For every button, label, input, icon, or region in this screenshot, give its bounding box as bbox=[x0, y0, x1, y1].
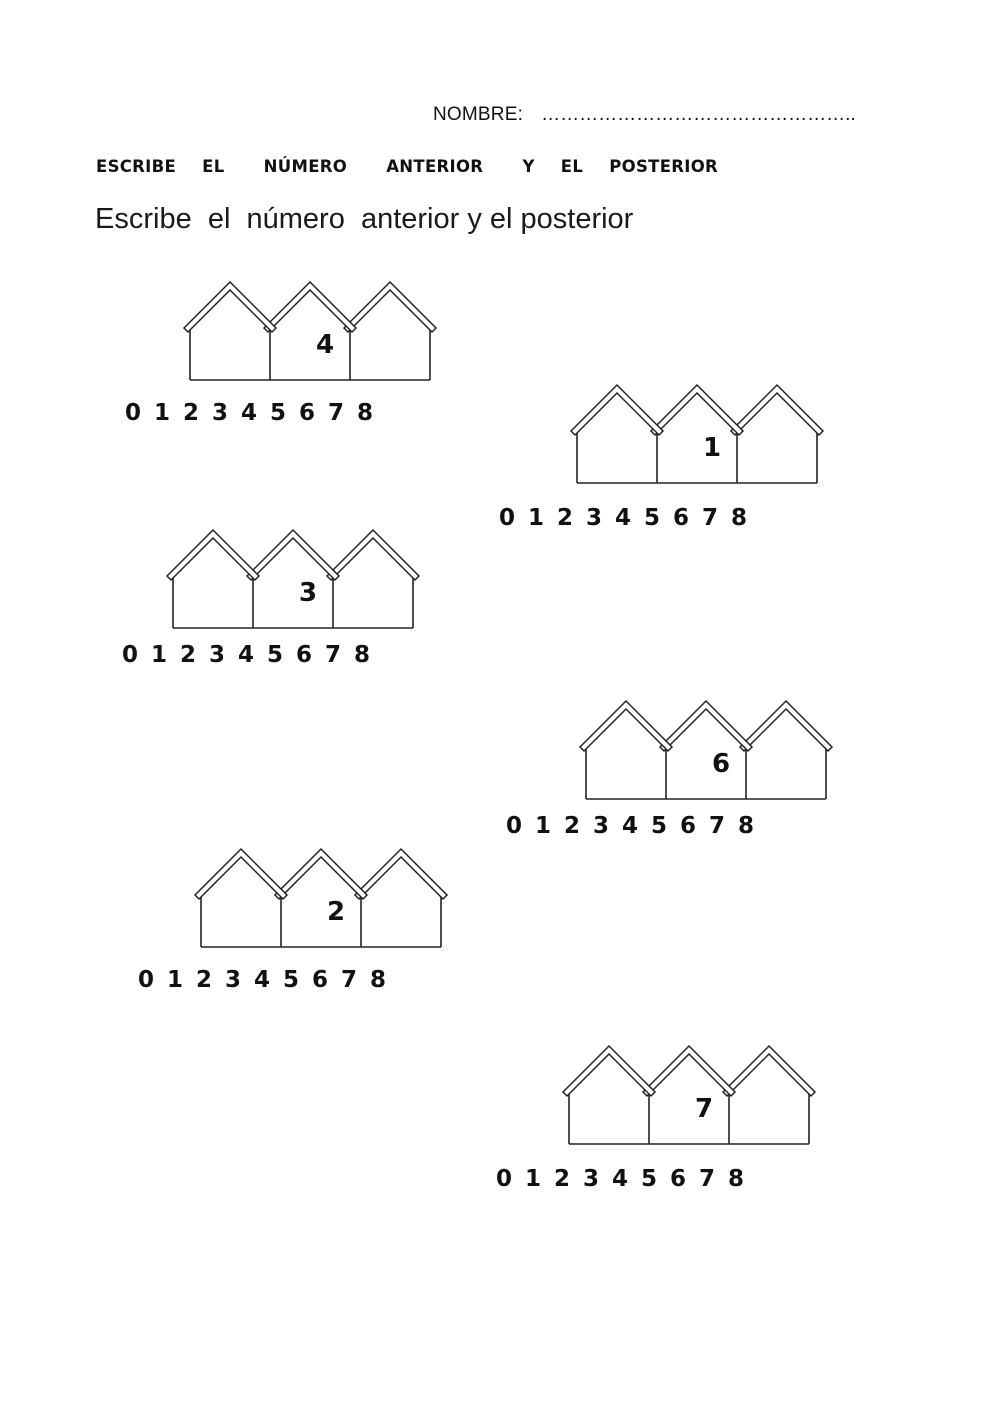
number-line-digit[interactable]: 2 bbox=[564, 813, 581, 839]
center-number: 4 bbox=[315, 330, 335, 360]
house-roof bbox=[167, 530, 259, 580]
house-roof bbox=[571, 385, 663, 435]
number-line-digit[interactable]: 6 bbox=[670, 1166, 687, 1192]
exercise-5 bbox=[138, 847, 466, 1007]
number-line-digit[interactable]: 3 bbox=[586, 505, 603, 531]
name-blank[interactable]: ………………………………………….. bbox=[541, 104, 856, 125]
house-roof bbox=[355, 849, 447, 899]
exercise-2 bbox=[499, 383, 842, 543]
number-line bbox=[506, 813, 767, 839]
number-line-digit[interactable]: 1 bbox=[151, 642, 168, 668]
number-line-digit[interactable]: 4 bbox=[241, 400, 258, 426]
exercise-4 bbox=[506, 699, 851, 859]
house-roof bbox=[651, 385, 743, 435]
number-line-digit[interactable]: 4 bbox=[615, 505, 632, 531]
house-roof bbox=[723, 1046, 815, 1096]
number-line-digit[interactable]: 0 bbox=[138, 967, 155, 993]
number-line-digit[interactable]: 5 bbox=[283, 967, 300, 993]
number-line-digit[interactable]: 8 bbox=[370, 967, 387, 993]
center-number: 6 bbox=[711, 749, 731, 779]
house-roof bbox=[740, 701, 832, 751]
exercise-6 bbox=[496, 1044, 834, 1204]
number-line-digit[interactable]: 2 bbox=[180, 642, 197, 668]
number-line-digit[interactable]: 4 bbox=[254, 967, 271, 993]
number-line-digit[interactable]: 0 bbox=[496, 1166, 513, 1192]
number-line-digit[interactable]: 0 bbox=[499, 505, 516, 531]
house-roof bbox=[660, 701, 752, 751]
house-roof bbox=[643, 1046, 735, 1096]
number-line-digit[interactable]: 2 bbox=[196, 967, 213, 993]
number-line-digit[interactable]: 8 bbox=[728, 1166, 745, 1192]
number-line-digit[interactable]: 2 bbox=[183, 400, 200, 426]
name-line bbox=[433, 104, 856, 126]
number-line bbox=[125, 400, 386, 426]
number-line-digit[interactable]: 1 bbox=[167, 967, 184, 993]
instruction-title: Escribe el número anterior y el posterior bbox=[95, 203, 634, 235]
number-line-digit[interactable]: 0 bbox=[125, 400, 142, 426]
number-line-digit[interactable]: 5 bbox=[641, 1166, 658, 1192]
number-line-digit[interactable]: 8 bbox=[354, 642, 371, 668]
center-number: 3 bbox=[298, 578, 318, 608]
number-line-digit[interactable]: 4 bbox=[622, 813, 639, 839]
number-line-digit[interactable]: 8 bbox=[357, 400, 374, 426]
number-line-digit[interactable]: 4 bbox=[612, 1166, 629, 1192]
instruction-title-caps: ESCRIBE EL NÚMERO ANTERIOR Y EL POSTERIOR bbox=[96, 157, 719, 176]
center-number: 2 bbox=[326, 897, 346, 927]
number-line-digit[interactable]: 7 bbox=[341, 967, 358, 993]
number-line-digit[interactable]: 2 bbox=[554, 1166, 571, 1192]
number-line-digit[interactable]: 0 bbox=[122, 642, 139, 668]
number-line-digit[interactable]: 2 bbox=[557, 505, 574, 531]
number-line bbox=[496, 1166, 757, 1192]
number-line-digit[interactable]: 6 bbox=[296, 642, 313, 668]
number-line-digit[interactable]: 1 bbox=[154, 400, 171, 426]
house-roof bbox=[580, 701, 672, 751]
number-line-digit[interactable]: 7 bbox=[328, 400, 345, 426]
number-line-digit[interactable]: 3 bbox=[593, 813, 610, 839]
number-line-digit[interactable]: 7 bbox=[709, 813, 726, 839]
house-roof bbox=[344, 282, 436, 332]
number-line-digit[interactable]: 5 bbox=[270, 400, 287, 426]
exercise-3 bbox=[122, 528, 438, 688]
number-line-digit[interactable]: 7 bbox=[702, 505, 719, 531]
house-roof bbox=[731, 385, 823, 435]
number-line-digit[interactable]: 1 bbox=[528, 505, 545, 531]
number-line-digit[interactable]: 5 bbox=[644, 505, 661, 531]
number-line-digit[interactable]: 1 bbox=[535, 813, 552, 839]
number-line-digit[interactable]: 8 bbox=[738, 813, 755, 839]
number-line-digit[interactable]: 3 bbox=[209, 642, 226, 668]
number-line-digit[interactable]: 3 bbox=[212, 400, 229, 426]
number-line-digit[interactable]: 5 bbox=[651, 813, 668, 839]
number-line-digit[interactable]: 1 bbox=[525, 1166, 542, 1192]
house-roof bbox=[264, 282, 356, 332]
number-line-digit[interactable]: 0 bbox=[506, 813, 523, 839]
number-line bbox=[138, 967, 399, 993]
number-line bbox=[122, 642, 383, 668]
house-roof bbox=[563, 1046, 655, 1096]
number-line-digit[interactable]: 7 bbox=[325, 642, 342, 668]
exercise-1 bbox=[125, 280, 455, 440]
house-roof bbox=[195, 849, 287, 899]
number-line-digit[interactable]: 5 bbox=[267, 642, 284, 668]
house-roof bbox=[184, 282, 276, 332]
center-number: 1 bbox=[702, 433, 722, 463]
number-line-digit[interactable]: 6 bbox=[680, 813, 697, 839]
name-label: NOMBRE: bbox=[433, 104, 524, 125]
number-line-digit[interactable]: 3 bbox=[583, 1166, 600, 1192]
house-roof bbox=[247, 530, 339, 580]
number-line-digit[interactable]: 6 bbox=[312, 967, 329, 993]
number-line bbox=[499, 505, 760, 531]
number-line-digit[interactable]: 3 bbox=[225, 967, 242, 993]
number-line-digit[interactable]: 6 bbox=[299, 400, 316, 426]
number-line-digit[interactable]: 6 bbox=[673, 505, 690, 531]
number-line-digit[interactable]: 8 bbox=[731, 505, 748, 531]
center-number: 7 bbox=[694, 1094, 714, 1124]
number-line-digit[interactable]: 4 bbox=[238, 642, 255, 668]
house-roof bbox=[327, 530, 419, 580]
house-roof bbox=[275, 849, 367, 899]
number-line-digit[interactable]: 7 bbox=[699, 1166, 716, 1192]
